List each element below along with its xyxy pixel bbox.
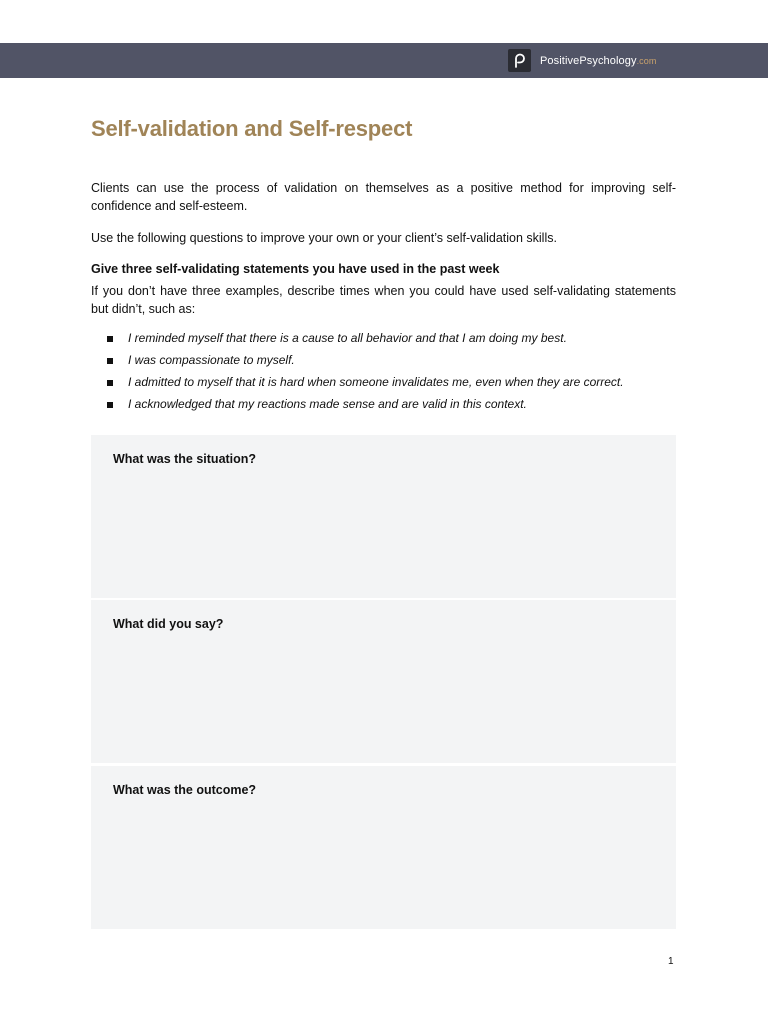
situation-question: What was the situation? bbox=[113, 452, 257, 466]
said-response-box[interactable] bbox=[91, 600, 676, 763]
example-text: I reminded myself that there is a cause to all behavior and that I am doing my best. bbox=[128, 331, 567, 345]
square-bullet-icon bbox=[107, 380, 113, 386]
page-title: Self-validation and Self-respect bbox=[91, 116, 413, 141]
intro-paragraph: Clients can use the process of validation on themselves as a positive method for improving self-confidence and self-esteem. bbox=[91, 181, 676, 213]
brand-tld: .com bbox=[636, 55, 657, 66]
p-logo-icon bbox=[508, 49, 531, 72]
page-number: 1 bbox=[668, 956, 674, 967]
list-item bbox=[91, 329, 624, 351]
exercise-heading: Give three self-validating statements you have used in the past week bbox=[91, 262, 500, 276]
square-bullet-icon bbox=[107, 336, 113, 342]
outcome-question: What was the outcome? bbox=[113, 783, 257, 797]
header-bar bbox=[0, 43, 768, 78]
brand-logo[interactable] bbox=[508, 49, 656, 72]
brand-name-text: PositivePsychology bbox=[540, 54, 637, 67]
list-item bbox=[91, 395, 624, 417]
instruction-paragraph: Use the following questions to improve your own or your client’s self-validation skills. bbox=[91, 231, 557, 245]
example-list bbox=[91, 329, 624, 417]
situation-response-box[interactable] bbox=[91, 435, 676, 598]
square-bullet-icon bbox=[107, 402, 113, 408]
example-text: I was compassionate to myself. bbox=[128, 353, 295, 367]
example-text: I admitted to myself that it is hard when someone invalidates me, even when they are correct. bbox=[128, 375, 624, 389]
list-item bbox=[91, 351, 624, 373]
square-bullet-icon bbox=[107, 358, 113, 364]
list-item bbox=[91, 373, 624, 395]
brand-name bbox=[540, 55, 656, 67]
outcome-response-box[interactable] bbox=[91, 766, 676, 929]
example-text: I acknowledged that my reactions made sense and are valid in this context. bbox=[128, 397, 527, 411]
exercise-paragraph: If you don’t have three examples, describe times when you could have used self-validating statements but didn’t, such as: bbox=[91, 284, 676, 316]
said-question: What did you say? bbox=[113, 617, 224, 631]
